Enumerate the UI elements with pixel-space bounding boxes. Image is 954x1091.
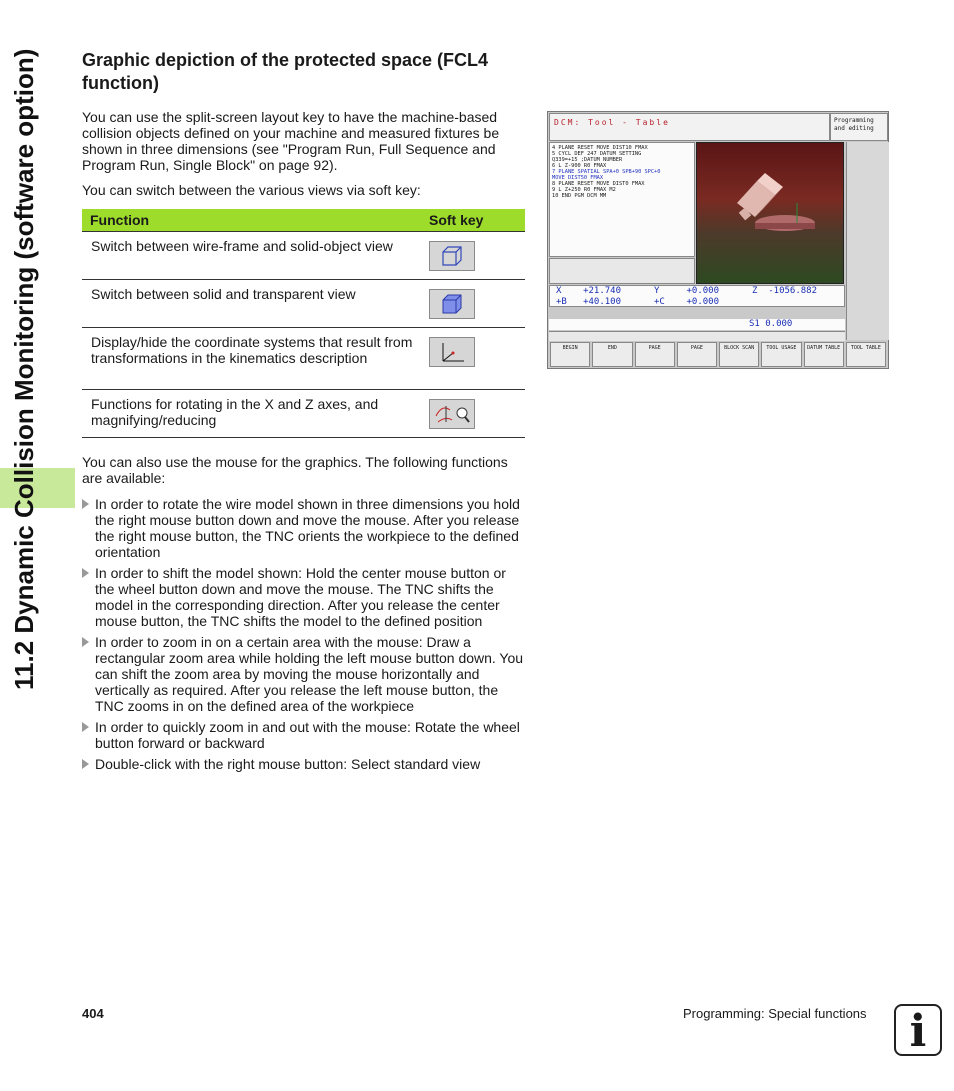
solid-cube-icon [440,293,464,315]
tnc-softkey-row [549,341,887,368]
bullet-triangle-icon [82,759,89,769]
softkey-table [82,209,525,438]
wireframe-softkey[interactable] [429,241,475,271]
page-number: 404 [82,1006,104,1021]
coordinate-softkey[interactable] [429,337,475,367]
program-line: 10 END PGM DCM MM [552,193,607,199]
tnc-mode: Programming and editing [830,113,888,141]
tnc-position-display [549,285,845,307]
tnc-status [549,258,695,284]
bullet-triangle-icon [82,722,89,732]
program-line: 8 PLANE RESET MOVE DIST0 FMAX [552,181,645,187]
row-function: Switch between solid and transparent view [82,280,429,328]
header-softkey: Soft key [429,209,525,232]
program-line: 5 CYCL DEF 247 DATUM SETTING [552,151,642,157]
list-item: In order to shift the model shown: Hold the center mouse button or the wheel button down and move the mouse. The TNC shifts the model in the corresponding direction. After you release the center mouse button, the TNC shifts the model to the defined position [82,565,527,629]
mouse-paragraph: You can also use the mouse for the graphics. The following functions are available: [82,454,508,486]
header-function: Function [82,209,429,232]
bullet-triangle-icon [82,637,89,647]
program-line: 7 PLANE SPATIAL SPA+0 SPB+90 SPC+0 [552,169,661,175]
bullet-triangle-icon [82,568,89,578]
list-item: In order to rotate the wire model shown in three dimensions you hold the right mouse button down and move the mouse. After you release the right mouse button, the TNC orients the workpiece to the defined orientation [82,496,527,560]
tnc-right-softkeys [846,142,889,340]
position-z: Z -1056.882 [752,286,818,296]
tnc-spindle: S1 0.000 [549,319,845,330]
table-row [82,232,525,280]
collision-graphic [696,142,844,284]
softkey-datum-table[interactable]: DATUM TABLE [804,342,844,367]
row-function: Switch between wire-frame and solid-object view [82,232,429,280]
rotate-zoom-softkey[interactable] [429,399,475,429]
table-row [82,280,525,328]
tnc-header: DCM: Tool - Table [549,113,830,141]
list-item: Double-click with the right mouse button: Select standard view [82,756,527,772]
footer-section: Programming: Special functions [683,1006,867,1021]
softkey-page-down[interactable]: PAGE [677,342,717,367]
program-line: 6 L Z-900 R0 FMAX [552,163,607,169]
position-empty [746,297,844,308]
intro-paragraph: You can use the split-screen layout key to have the machine-based collision objects defined on your machine and measured fixtures be shown in three dimensions (see "Program Run, Full Sequence and Program Run, Single Block" on page 92). [82,109,500,173]
position-x: X +21.740 [556,286,622,296]
tnc-program-list [549,142,695,257]
info-icon: i [894,1004,942,1056]
list-item: In order to quickly zoom in and out with the mouse: Rotate the wheel button forward or backward [82,719,527,751]
list-item: In order to zoom in on a certain area with the mouse: Draw a rectangular zoom area while holding the left mouse button down. You can shift the zoom area by moving the mouse horizontally and vertically as required. After you release the left mouse button, the TNC zooms in on the defined area of the workpiece [82,634,527,714]
mouse-function-list [82,496,527,777]
table-header-row [82,209,525,232]
section-heading: Graphic depiction of the protected space (FCL4 function) [82,50,489,93]
row-function: Functions for rotating in the X and Z axes, and magnifying/reducing [82,390,429,438]
tnc-actual-bar [549,331,845,341]
bullet-triangle-icon [82,499,89,509]
program-line: MOVE DIST50 FMAX [552,175,604,181]
machine-model-graphic [697,143,843,283]
softkey-page-up[interactable]: PAGE [635,342,675,367]
switch-paragraph: You can switch between the various views via soft key: [82,182,421,198]
softkey-begin[interactable]: BEGIN [550,342,590,367]
tnc-screenshot [547,111,889,369]
chapter-side-title: 11.2 Dynamic Collision Monitoring (software option) [9,48,39,690]
wireframe-cube-icon [440,245,464,267]
position-b: +B +40.100 [556,297,622,307]
softkey-tool-table[interactable]: TOOL TABLE [846,342,886,367]
softkey-tool-usage[interactable]: TOOL USAGE [761,342,801,367]
program-line: Q339=+15 ;DATUM NUMBER [552,157,623,163]
softkey-block-scan[interactable]: BLOCK SCAN [719,342,759,367]
program-line: 4 PLANE RESET MOVE DIST10 FMAX [552,145,648,151]
coordinate-axes-icon [437,340,467,364]
solid-softkey[interactable] [429,289,475,319]
table-row [82,390,525,438]
program-line: 9 L Z+250 R0 FMAX M2 [552,187,616,193]
position-c: +C +0.000 [654,297,720,307]
softkey-end[interactable]: END [592,342,632,367]
row-function: Display/hide the coordinate systems that result from transformations in the kinematics description [82,328,429,390]
position-y: Y +0.000 [654,286,720,296]
table-row [82,328,525,390]
rotate-zoom-icon [432,402,472,426]
